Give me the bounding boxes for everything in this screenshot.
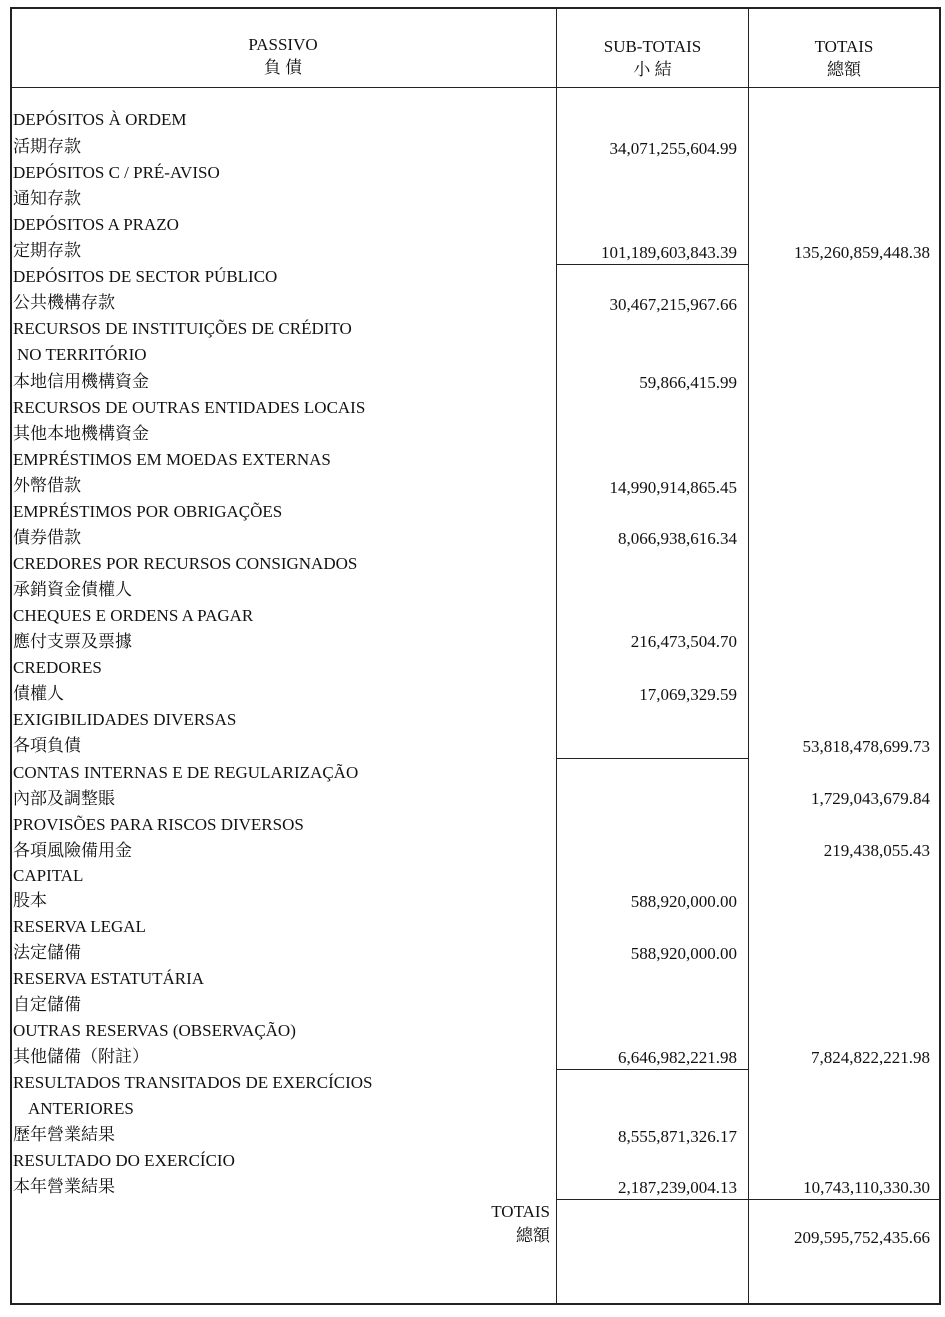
row-label-pt: RESERVA ESTATUTÁRIA: [13, 969, 205, 988]
grand-total-label: [380, 1200, 550, 1248]
column-divider-2: [748, 7, 749, 1305]
totals-rule: [748, 1199, 941, 1200]
table-frame: [10, 7, 941, 1305]
row-label-pt: CREDORES: [13, 658, 102, 677]
row-label-pt-continued: NO TERRITÓRIO: [17, 345, 147, 364]
row-label-zh: 承銷資金債權人: [13, 580, 132, 599]
row-label-pt: RESULTADO DO EXERCÍCIO: [13, 1151, 235, 1170]
subtotal-value: 216,473,504.70: [630, 632, 737, 651]
subtotal-rule: [556, 1199, 749, 1200]
row-label-pt: RESERVA LEGAL: [13, 917, 146, 936]
row-label-pt: DEPÓSITOS DE SECTOR PÚBLICO: [13, 267, 278, 286]
subtotal-value: 34,071,255,604.99: [609, 139, 737, 158]
row-label-zh: 各項風險備用金: [13, 841, 132, 860]
row-label-zh: 股本: [13, 891, 47, 910]
row-label-zh: 應付支票及票據: [13, 632, 132, 651]
row-label-pt: EXIGIBILIDADES DIVERSAS: [13, 710, 237, 729]
subtotal-value: 8,555,871,326.17: [618, 1127, 737, 1146]
row-label-pt: EMPRÉSTIMOS EM MOEDAS EXTERNAS: [13, 450, 331, 469]
subtotal-value: 14,990,914,865.45: [609, 478, 737, 497]
row-label-pt: RECURSOS DE OUTRAS ENTIDADES LOCAIS: [13, 398, 366, 417]
row-label-pt: RESULTADOS TRANSITADOS DE EXERCÍCIOS: [13, 1073, 373, 1092]
row-label-zh: 內部及調整賬: [13, 789, 115, 808]
row-label-pt: DEPÓSITOS A PRAZO: [13, 215, 179, 234]
total-value: 7,824,822,221.98: [811, 1048, 930, 1067]
header-passivo: [10, 33, 556, 79]
subtotal-value: 30,467,215,967.66: [609, 295, 737, 314]
row-label-zh: 本年營業結果: [13, 1177, 115, 1196]
row-label-pt: CAPITAL: [13, 866, 84, 885]
subtotal-value: 59,866,415.99: [639, 373, 737, 392]
row-label-zh: 各項負債: [13, 736, 81, 755]
row-label-zh: 自定儲備: [13, 995, 81, 1014]
row-label-pt: DEPÓSITOS À ORDEM: [13, 110, 187, 129]
row-label-zh: 其他本地機構資金: [13, 424, 149, 443]
row-label-pt: DEPÓSITOS C / PRÉ-AVISO: [13, 163, 220, 182]
header-passivo-pt: PASSIVO: [248, 35, 318, 54]
total-value: 1,729,043,679.84: [811, 789, 930, 808]
row-label-zh: 通知存款: [13, 189, 81, 208]
row-label-zh: 活期存款: [13, 137, 81, 156]
header-totais: [749, 35, 939, 81]
row-label-pt: CHEQUES E ORDENS A PAGAR: [13, 606, 254, 625]
column-divider-1: [556, 7, 557, 1305]
subtotal-value: 17,069,329.59: [639, 685, 737, 704]
row-label-zh: 定期存款: [13, 241, 81, 260]
grand-total-label-zh: 總額: [516, 1226, 550, 1245]
subtotal-value: 6,646,982,221.98: [618, 1048, 737, 1067]
total-value: 53,818,478,699.73: [802, 737, 930, 756]
total-value: 219,438,055.43: [823, 841, 930, 860]
row-label-pt: OUTRAS RESERVAS (OBSERVAÇÃO): [13, 1021, 296, 1040]
row-label-pt-continued: ANTERIORES: [28, 1099, 134, 1118]
subtotal-rule: [556, 264, 749, 265]
row-label-zh: 法定儲備: [13, 943, 81, 962]
header-subtotais-zh: 小 結: [633, 60, 672, 79]
subtotal-value: 588,920,000.00: [630, 944, 737, 963]
subtotal-value: 8,066,938,616.34: [618, 529, 737, 548]
grand-total-value: 209,595,752,435.66: [794, 1228, 930, 1247]
row-label-pt: EMPRÉSTIMOS POR OBRIGAÇÕES: [13, 502, 283, 521]
row-label-pt: PROVISÕES PARA RISCOS DIVERSOS: [13, 815, 304, 834]
row-label-pt: RECURSOS DE INSTITUIÇÕES DE CRÉDITO: [13, 319, 352, 338]
subtotal-value: 588,920,000.00: [630, 892, 737, 911]
header-subtotais: [557, 35, 748, 81]
row-label-zh: 債權人: [13, 684, 64, 703]
total-value: 135,260,859,448.38: [794, 243, 930, 262]
total-value: 10,743,110,330.30: [803, 1178, 930, 1197]
header-totais-zh: 總額: [827, 60, 861, 79]
header-totais-pt: TOTAIS: [814, 37, 874, 56]
subtotal-value: 101,189,603,843.39: [601, 243, 737, 262]
row-label-zh: 債券借款: [13, 528, 81, 547]
subtotal-rule: [556, 1069, 749, 1070]
header-rule: [10, 87, 941, 88]
row-label-zh: 其他儲備（附註）: [13, 1047, 149, 1066]
row-label-zh: 歷年營業結果: [13, 1125, 115, 1144]
row-label-pt: CREDORES POR RECURSOS CONSIGNADOS: [13, 554, 358, 573]
row-label-zh: 公共機構存款: [13, 293, 115, 312]
header-passivo-zh: 負 債: [263, 58, 303, 77]
row-label-zh: 本地信用機構資金: [13, 372, 149, 391]
subtotal-rule: [556, 758, 749, 759]
header-subtotais-pt: SUB-TOTAIS: [603, 37, 702, 56]
grand-total-label-pt: TOTAIS: [491, 1202, 550, 1221]
row-label-pt: CONTAS INTERNAS E DE REGULARIZAÇÃO: [13, 763, 359, 782]
subtotal-value: 2,187,239,004.13: [618, 1178, 737, 1197]
row-label-zh: 外幣借款: [13, 476, 81, 495]
